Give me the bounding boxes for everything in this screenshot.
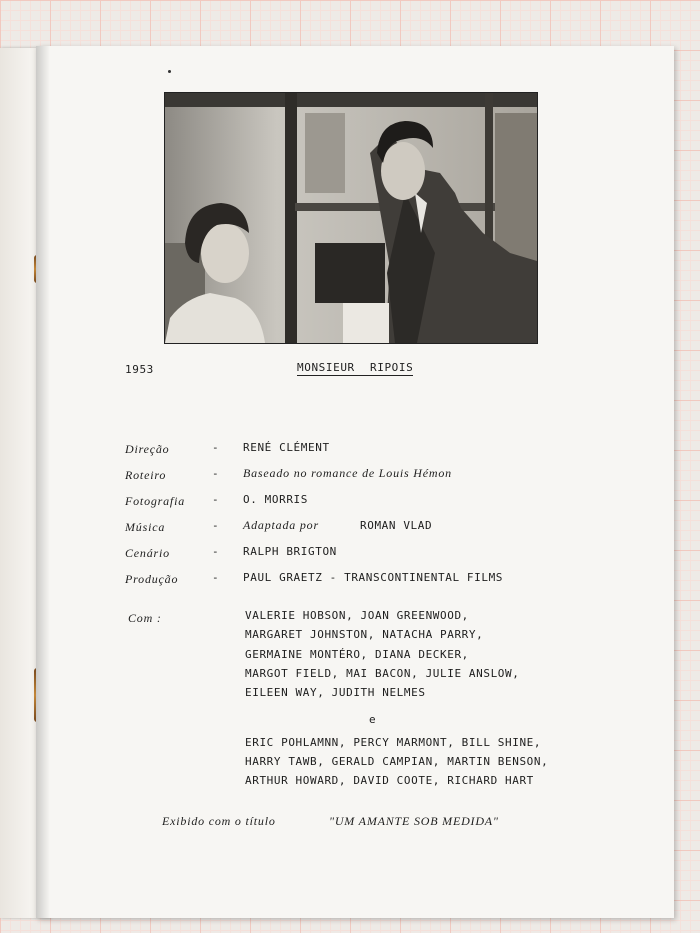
cast-line: MARGOT FIELD, MAI BACON, JULIE ANSLOW, (245, 667, 520, 680)
credit-sep: - (212, 519, 219, 532)
credit-value-cenario: RALPH BRIGTON (243, 545, 337, 558)
cast-line: MARGARET JOHNSTON, NATACHA PARRY, (245, 628, 484, 641)
credit-value-fotografia: O. MORRIS (243, 493, 309, 506)
credit-label-fotografia: Fotografia (125, 494, 186, 508)
film-title-text: MONSIEUR RIPOIS (297, 361, 414, 374)
credit-sep: - (212, 545, 219, 558)
credit-label-producao: Produção (125, 572, 179, 586)
cast-line: EILEEN WAY, JUDITH NELMES (245, 686, 426, 699)
credit-sep: - (212, 493, 219, 506)
page-gutter-shadow (36, 46, 50, 918)
cast-line: HARRY TAWB, GERALD CAMPIAN, MARTIN BENSON, (245, 755, 549, 768)
ink-dot (168, 70, 171, 73)
cast-label: Com : (128, 611, 162, 625)
credit-label-roteiro: Roteiro (125, 468, 167, 482)
credit-sep: - (212, 571, 219, 584)
credit-label-musica: Música (125, 520, 166, 534)
credit-value-direcao: RENÉ CLÉMENT (243, 441, 330, 454)
release-note-prefix: Exibido com o título (162, 814, 276, 828)
cast-line: VALERIE HOBSON, JOAN GREENWOOD, (245, 609, 469, 622)
credit-sep: - (212, 441, 219, 454)
credit-label-direcao: Direção (125, 442, 170, 456)
release-title: "UM AMANTE SOB MEDIDA" (329, 814, 499, 828)
credit-value-musica: ROMAN VLAD (360, 519, 433, 532)
credit-value-roteiro: Baseado no romance de Louis Hémon (243, 466, 452, 480)
credit-sep: - (212, 467, 219, 480)
film-still-illustration (165, 93, 537, 343)
year: 1953 (125, 363, 154, 376)
cast-conjunction: e (369, 713, 377, 726)
credit-value-musica-prefix: Adaptada por (243, 518, 319, 532)
film-still-photo (164, 92, 538, 344)
cast-line: ERIC POHLAMNN, PERCY MARMONT, BILL SHINE, (245, 736, 542, 749)
cast-line: GERMAINE MONTÉRO, DIANA DECKER, (245, 648, 469, 661)
credit-value-producao: PAUL GRAETZ - TRANSCONTINENTAL FILMS (243, 571, 504, 584)
film-title (297, 361, 413, 374)
credit-label-cenario: Cenário (125, 546, 170, 560)
cast-line: ARTHUR HOWARD, DAVID COOTE, RICHARD HART (245, 774, 534, 787)
